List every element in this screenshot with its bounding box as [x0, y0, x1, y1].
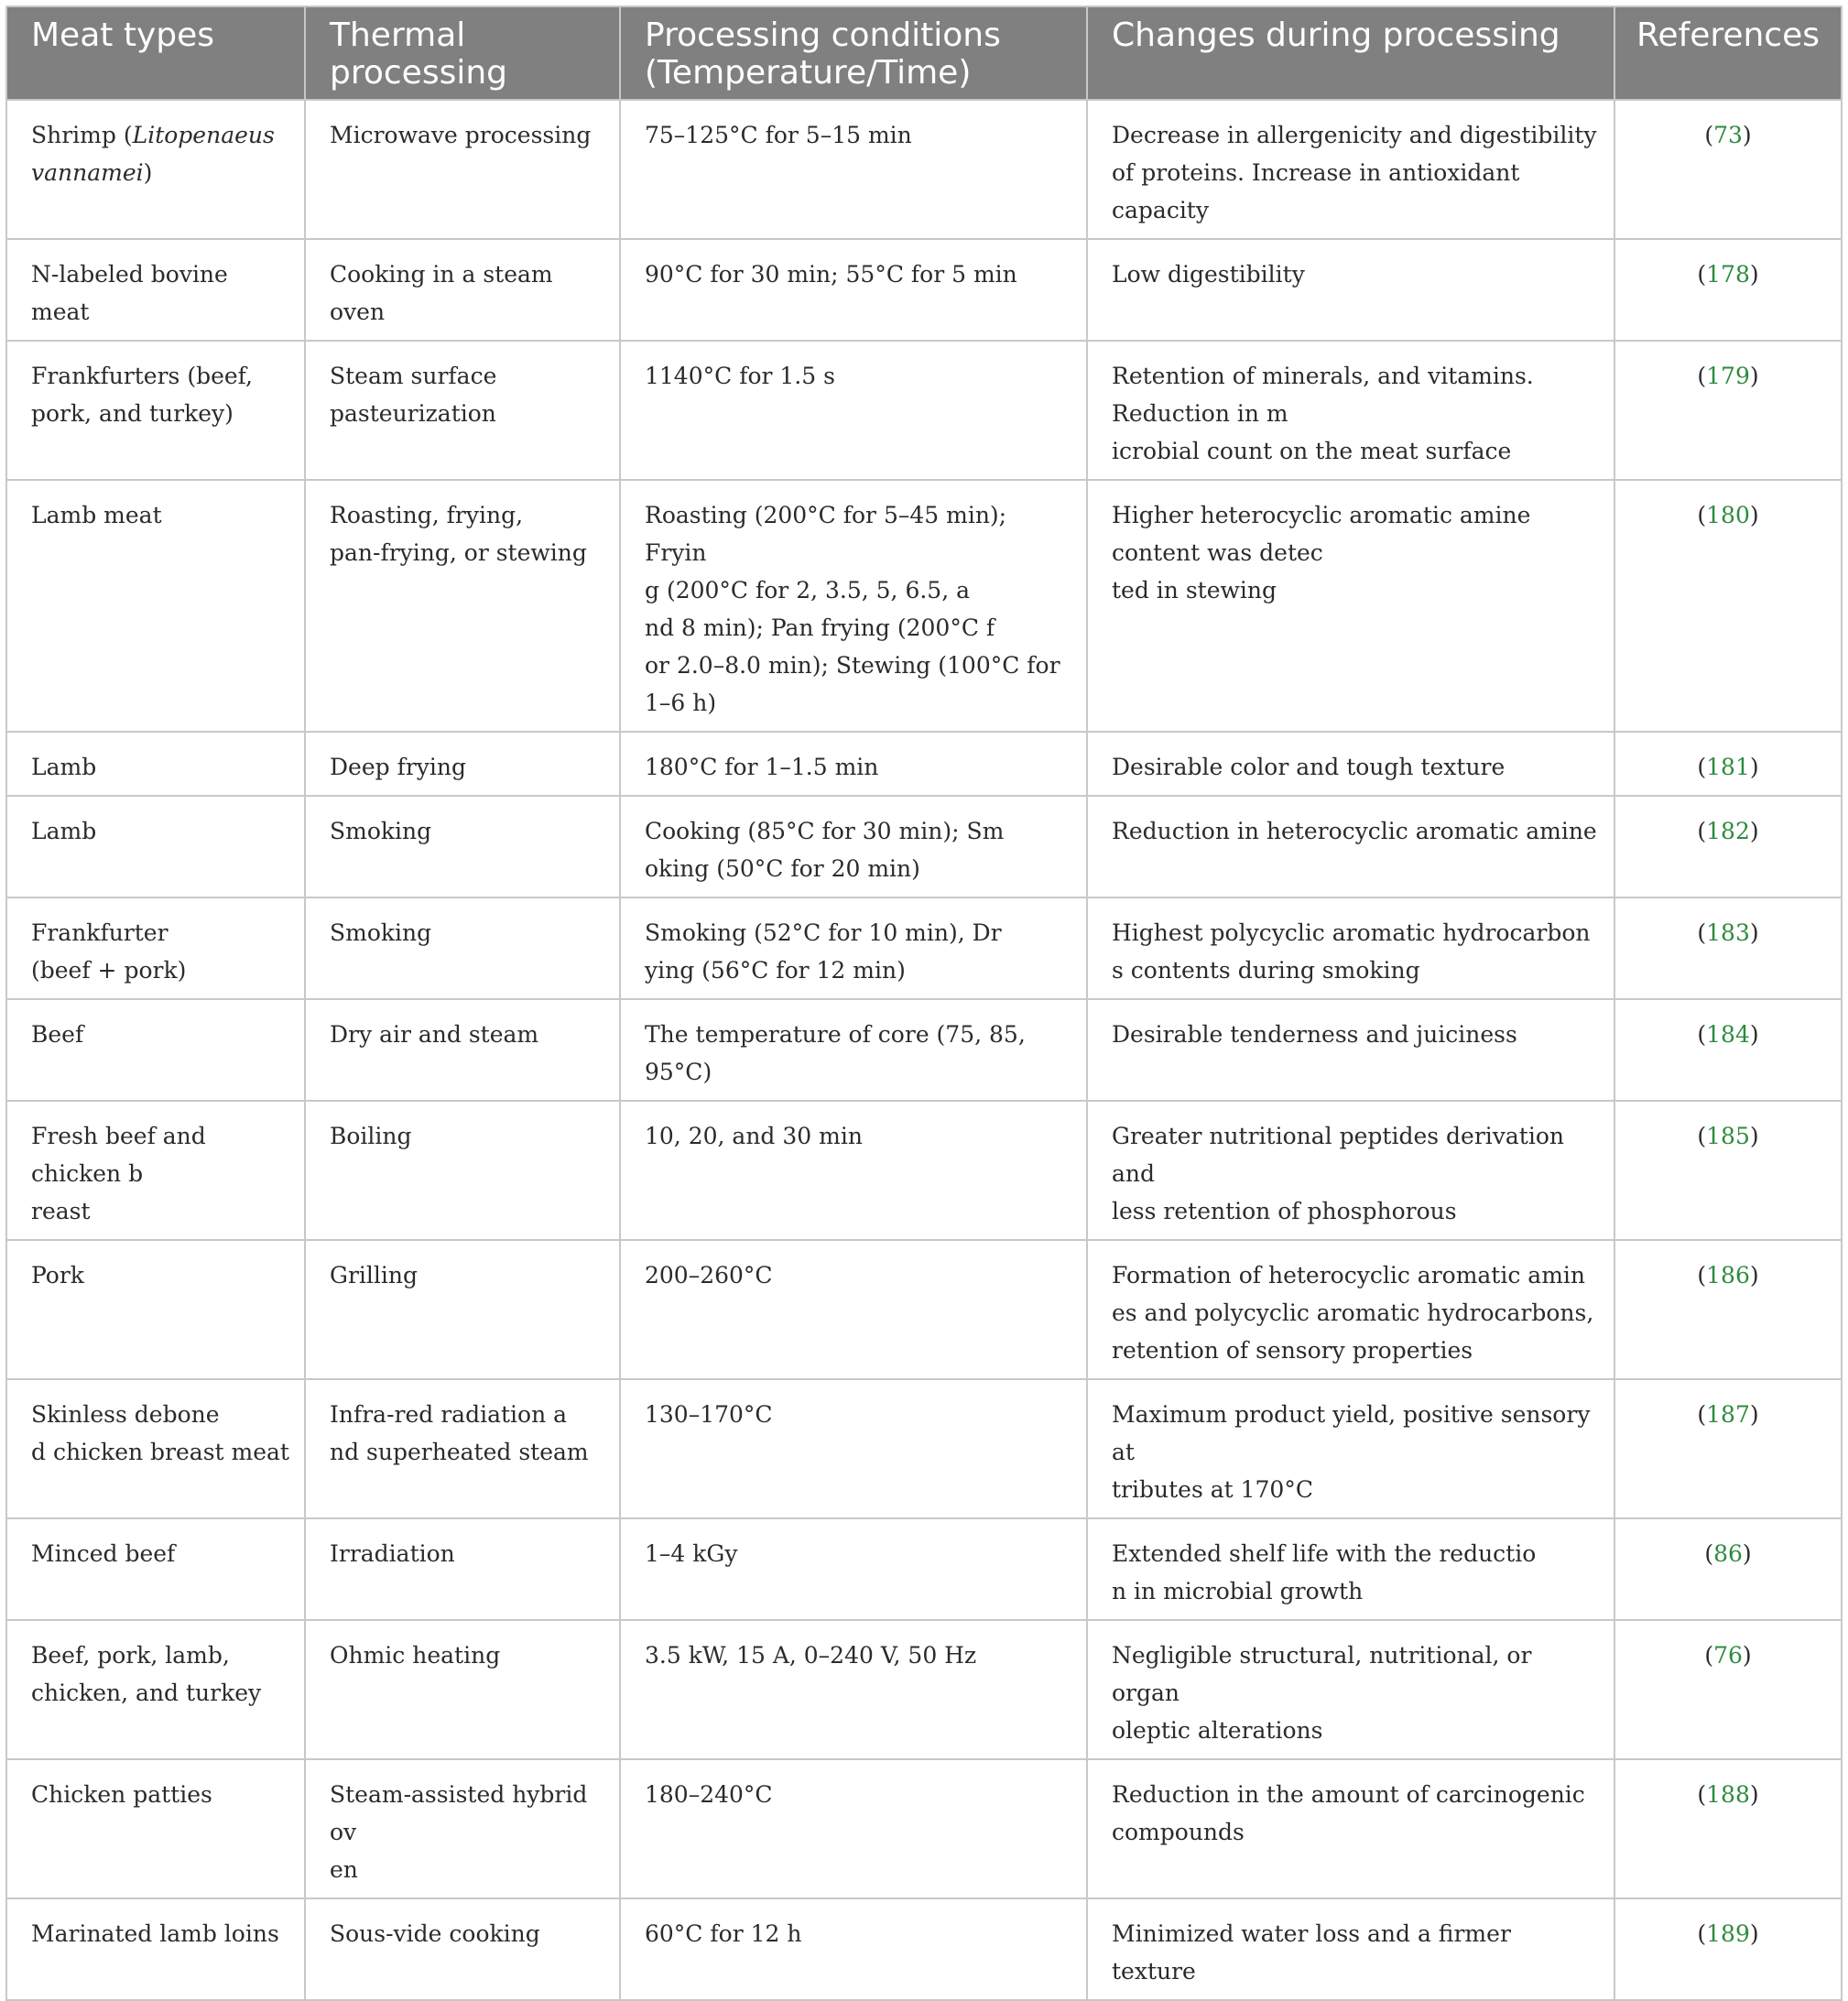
- cell-reference: (180): [1614, 480, 1842, 732]
- table-row: [6, 897, 1842, 999]
- cell-changes: [1087, 1518, 1614, 1620]
- cell-line: icrobial count on the meat surface: [1112, 438, 1512, 464]
- cell-thermal-processing: Ohmic heating: [305, 1620, 620, 1759]
- cell-thermal-processing: Smoking: [305, 897, 620, 999]
- cell-reference: (183): [1614, 897, 1842, 999]
- cell-changes: [1087, 1101, 1614, 1240]
- cell-meat-type: Minced beef: [6, 1518, 305, 1620]
- cell-line: nd superheated steam: [330, 1439, 589, 1465]
- cell-reference: (185): [1614, 1101, 1842, 1240]
- cell-line: [31, 116, 291, 154]
- table-row: [6, 1240, 1842, 1379]
- cell-processing-conditions: 1140°C for 1.5 s: [620, 341, 1087, 480]
- cell-line: oking (50°C for 20 min): [645, 855, 920, 882]
- cell-changes: Reduction in heterocyclic aromatic amine: [1087, 796, 1614, 897]
- table-row: [6, 239, 1842, 341]
- table-row: [6, 1379, 1842, 1518]
- cell-line: retention of sensory properties: [1112, 1337, 1473, 1364]
- cell-reference: (184): [1614, 999, 1842, 1101]
- cell-changes: Low digestibility: [1087, 239, 1614, 341]
- header-references: References: [1614, 6, 1842, 100]
- cell-meat-type: Lamb meat: [6, 480, 305, 732]
- cell-changes: [1087, 1620, 1614, 1759]
- cell-line: es and polycyclic aromatic hydrocarbons,: [1112, 1300, 1594, 1326]
- meat-suffix: ): [143, 159, 153, 186]
- cell-line: n in microbial growth: [1112, 1578, 1364, 1604]
- table-row: [6, 1518, 1842, 1620]
- cell-meat-type: [6, 1101, 305, 1240]
- cell-meat-type: Pork: [6, 1240, 305, 1379]
- cell-changes: Desirable tenderness and juiciness: [1087, 999, 1614, 1101]
- cell-thermal-processing: [305, 480, 620, 732]
- meat-species-part2: vannamei: [31, 159, 144, 186]
- cell-thermal-processing: Deep frying: [305, 732, 620, 796]
- reference-link[interactable]: 76: [1713, 1642, 1743, 1669]
- cell-processing-conditions: The temperature of core (75, 85, 95°C): [620, 999, 1087, 1101]
- cell-processing-conditions: 180–240°C: [620, 1759, 1087, 1898]
- cell-thermal-processing: [305, 1759, 620, 1898]
- cell-meat-type: [6, 897, 305, 999]
- cell-line: [31, 154, 291, 191]
- reference-link[interactable]: 180: [1706, 502, 1750, 528]
- cell-line: Cooking (85°C for 30 min); Sm: [645, 818, 1005, 844]
- cell-processing-conditions: 90°C for 30 min; 55°C for 5 min: [620, 239, 1087, 341]
- cell-line: Formation of heterocyclic aromatic amin: [1112, 1262, 1586, 1289]
- cell-meat-type: Lamb: [6, 796, 305, 897]
- cell-line: g (200°C for 2, 3.5, 5, 6.5, a: [645, 577, 971, 604]
- reference-link[interactable]: 179: [1706, 363, 1750, 389]
- cell-line: chicken, and turkey: [31, 1680, 262, 1706]
- cell-changes: [1087, 480, 1614, 732]
- cell-line: tributes at 170°C: [1112, 1476, 1313, 1503]
- cell-line: Beef, pork, lamb,: [31, 1642, 230, 1669]
- cell-line: Infra-red radiation a: [330, 1401, 568, 1428]
- cell-thermal-processing: Irradiation: [305, 1518, 620, 1620]
- cell-changes: Decrease in allergenicity and digestibility of proteins. Increase in antioxidant capacity: [1087, 100, 1614, 239]
- reference-link[interactable]: 86: [1713, 1540, 1743, 1567]
- table-row: [6, 480, 1842, 732]
- cell-line: Highest polycyclic aromatic hydrocarbon: [1112, 919, 1591, 946]
- cell-reference: (73): [1614, 100, 1842, 239]
- meat-species-part1: Litopenaeus: [132, 122, 275, 148]
- cell-reference: (187): [1614, 1379, 1842, 1518]
- cell-line: Smoking (52°C for 10 min), Dr: [645, 919, 1002, 946]
- reference-link[interactable]: 186: [1706, 1262, 1750, 1289]
- table-row: [6, 341, 1842, 480]
- cell-line: Higher heterocyclic aromatic amine content was detec: [1112, 502, 1531, 566]
- cell-line: Steam surface: [330, 363, 497, 389]
- cell-meat-type: Lamb: [6, 732, 305, 796]
- reference-link[interactable]: 184: [1706, 1021, 1750, 1048]
- cell-thermal-processing: Smoking: [305, 796, 620, 897]
- reference-link[interactable]: 178: [1706, 261, 1750, 288]
- cell-line: Skinless debone: [31, 1401, 220, 1428]
- cell-changes: [1087, 1379, 1614, 1518]
- cell-thermal-processing: Cooking in a steam oven: [305, 239, 620, 341]
- cell-line: Negligible structural, nutritional, or organ: [1112, 1642, 1532, 1706]
- cell-line: pork, and turkey): [31, 400, 234, 427]
- cell-line: Frankfurters (beef,: [31, 363, 253, 389]
- cell-processing-conditions: 1–4 kGy: [620, 1518, 1087, 1620]
- reference-link[interactable]: 183: [1706, 919, 1750, 946]
- reference-link[interactable]: 188: [1706, 1781, 1750, 1808]
- meat-prefix: Shrimp (: [31, 122, 133, 148]
- cell-changes: Minimized water loss and a firmer texture: [1087, 1898, 1614, 2000]
- table-row: [6, 999, 1842, 1101]
- cell-line: Maximum product yield, positive sensory at: [1112, 1401, 1591, 1465]
- cell-line: compounds: [1112, 1819, 1245, 1845]
- cell-line: Steam-assisted hybrid ov: [330, 1781, 588, 1845]
- reference-link[interactable]: 187: [1706, 1401, 1750, 1428]
- cell-line: Fresh beef and chicken b: [31, 1123, 206, 1187]
- cell-reference: (186): [1614, 1240, 1842, 1379]
- table-row: [6, 1759, 1842, 1898]
- cell-line: ted in stewing: [1112, 577, 1277, 604]
- cell-processing-conditions: [620, 796, 1087, 897]
- cell-processing-conditions: [620, 897, 1087, 999]
- cell-processing-conditions: 3.5 kW, 15 A, 0–240 V, 50 Hz: [620, 1620, 1087, 1759]
- cell-reference: (178): [1614, 239, 1842, 341]
- cell-meat-type: [6, 1620, 305, 1759]
- cell-thermal-processing: Grilling: [305, 1240, 620, 1379]
- cell-processing-conditions: [620, 480, 1087, 732]
- cell-thermal-processing: [305, 341, 620, 480]
- cell-meat-type: Marinated lamb loins: [6, 1898, 305, 2000]
- table-row: [6, 1620, 1842, 1759]
- cell-line: Reduction in m: [1112, 400, 1288, 427]
- cell-line: nd 8 min); Pan frying (200°C f: [645, 614, 995, 641]
- header-changes: Changes during processing: [1087, 6, 1614, 100]
- cell-line: Retention of minerals, and vitamins.: [1112, 363, 1534, 389]
- cell-reference: (179): [1614, 341, 1842, 480]
- header-processing-conditions: Processing conditions (Temperature/Time): [620, 6, 1087, 100]
- reference-link[interactable]: 73: [1713, 122, 1743, 148]
- cell-line: Greater nutritional peptides derivation and: [1112, 1123, 1564, 1187]
- cell-line: Roasting, frying,: [330, 502, 524, 528]
- table-row: [6, 732, 1842, 796]
- cell-thermal-processing: Sous-vide cooking: [305, 1898, 620, 2000]
- data-table: [5, 5, 1843, 2001]
- table-row: [6, 1101, 1842, 1240]
- cell-changes: [1087, 341, 1614, 480]
- cell-line: (beef + pork): [31, 957, 187, 984]
- cell-reference: (86): [1614, 1518, 1842, 1620]
- cell-line: pan-frying, or stewing: [330, 539, 587, 566]
- cell-line: d chicken breast meat: [31, 1439, 289, 1465]
- cell-meat-type: [6, 1379, 305, 1518]
- cell-thermal-processing: Dry air and steam: [305, 999, 620, 1101]
- cell-meat-type: [6, 100, 305, 239]
- reference-link[interactable]: 181: [1706, 754, 1750, 780]
- cell-reference: (181): [1614, 732, 1842, 796]
- cell-thermal-processing: [305, 1379, 620, 1518]
- cell-processing-conditions: 130–170°C: [620, 1379, 1087, 1518]
- cell-line: s contents during smoking: [1112, 957, 1420, 984]
- cell-processing-conditions: 180°C for 1–1.5 min: [620, 732, 1087, 796]
- cell-reference: (189): [1614, 1898, 1842, 2000]
- cell-meat-type: N-labeled bovine meat: [6, 239, 305, 341]
- cell-reference: (182): [1614, 796, 1842, 897]
- cell-meat-type: [6, 341, 305, 480]
- reference-link[interactable]: 185: [1706, 1123, 1750, 1149]
- cell-line: Frankfurter: [31, 919, 168, 946]
- cell-reference: (76): [1614, 1620, 1842, 1759]
- cell-line: Reduction in the amount of carcinogenic: [1112, 1781, 1585, 1808]
- cell-reference: (188): [1614, 1759, 1842, 1898]
- cell-changes: [1087, 1759, 1614, 1898]
- cell-processing-conditions: 60°C for 12 h: [620, 1898, 1087, 2000]
- cell-line: Extended shelf life with the reductio: [1112, 1540, 1537, 1567]
- table-row: [6, 1898, 1842, 2000]
- cell-meat-type: Chicken patties: [6, 1759, 305, 1898]
- header-thermal-processing: Thermal processing: [305, 6, 620, 100]
- reference-link[interactable]: 182: [1706, 818, 1750, 844]
- cell-line: pasteurization: [330, 400, 496, 427]
- table-row: [6, 100, 1842, 239]
- cell-line: oleptic alterations: [1112, 1717, 1323, 1744]
- cell-thermal-processing: Microwave processing: [305, 100, 620, 239]
- cell-line: ying (56°C for 12 min): [645, 957, 906, 984]
- cell-line: en: [330, 1856, 358, 1883]
- header-meat-types: Meat types: [6, 6, 305, 100]
- header-row: [6, 6, 1842, 100]
- cell-line: or 2.0–8.0 min); Stewing (100°C for 1–6 h): [645, 652, 1060, 716]
- cell-line: reast: [31, 1198, 91, 1224]
- cell-line: less retention of phosphorous: [1112, 1198, 1457, 1224]
- cell-changes: Desirable color and tough texture: [1087, 732, 1614, 796]
- cell-line: Roasting (200°C for 5–45 min); Fryin: [645, 502, 1007, 566]
- reference-link[interactable]: 189: [1706, 1920, 1750, 1947]
- cell-processing-conditions: 75–125°C for 5–15 min: [620, 100, 1087, 239]
- cell-processing-conditions: 10, 20, and 30 min: [620, 1101, 1087, 1240]
- cell-thermal-processing: Boiling: [305, 1101, 620, 1240]
- cell-changes: [1087, 897, 1614, 999]
- cell-meat-type: Beef: [6, 999, 305, 1101]
- table-row: [6, 796, 1842, 897]
- cell-changes: [1087, 1240, 1614, 1379]
- cell-processing-conditions: 200–260°C: [620, 1240, 1087, 1379]
